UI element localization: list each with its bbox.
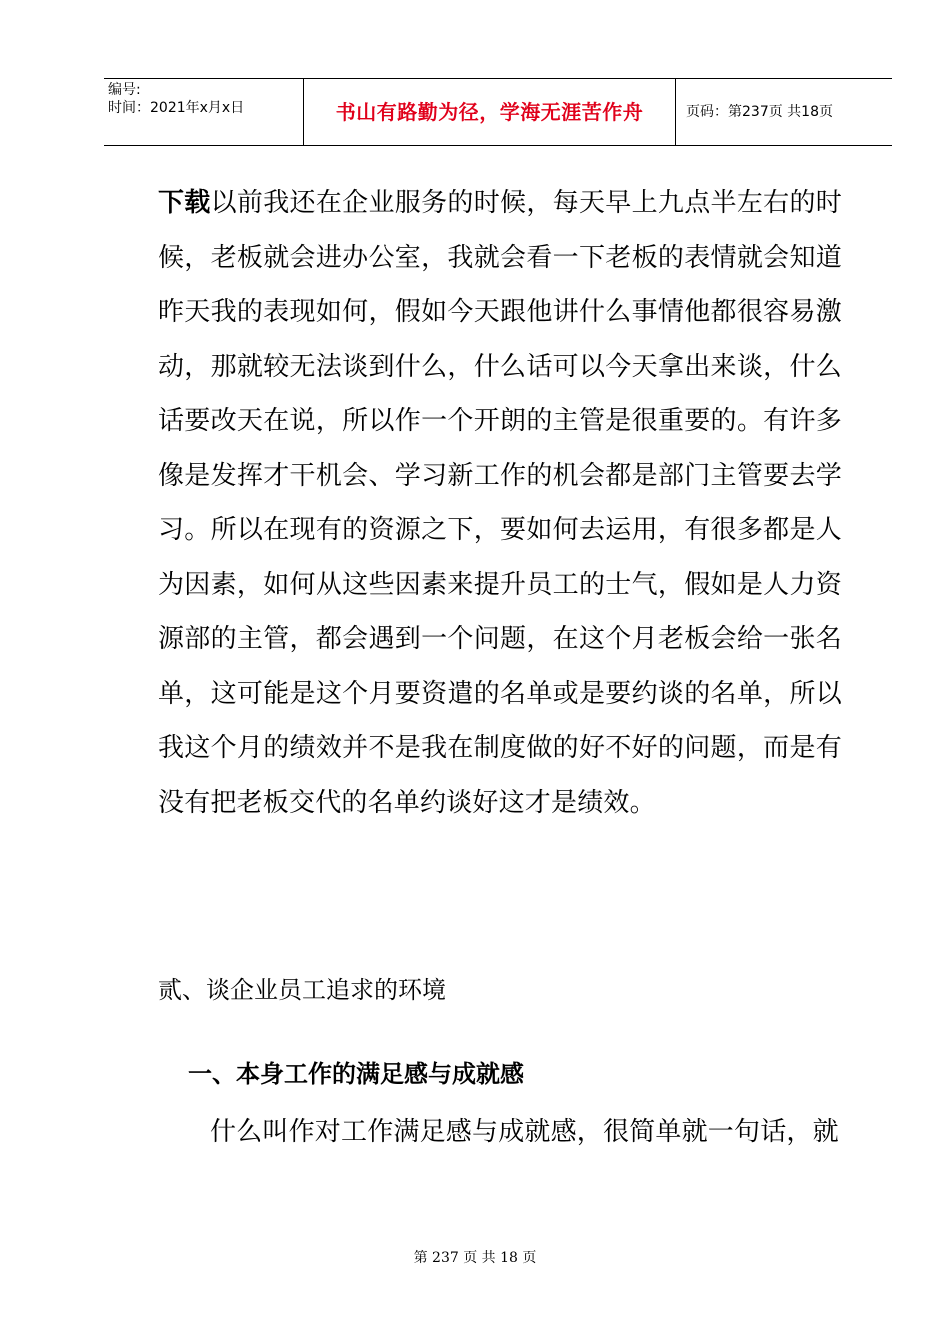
- page-header: [104, 78, 892, 146]
- header-page-info: 页码：第237页 共18页: [686, 104, 833, 120]
- section-title: 贰、谈企业员工追求的环境: [158, 976, 446, 1004]
- page-footer: 第 237 页 共 18 页: [413, 1250, 537, 1266]
- document-time-label: 时间：2021年x月x日: [108, 100, 245, 116]
- main-paragraph: [158, 176, 842, 830]
- document-number-label: 编号:: [108, 82, 141, 98]
- sub-heading: 一、本身工作的满足感与成就感: [188, 1060, 524, 1088]
- continuation-paragraph: 什么叫作对工作满足感与成就感，很简单就一句话，就: [210, 1117, 839, 1147]
- lead-word: 下载: [158, 188, 211, 218]
- paragraph-text: 以前我还在企业服务的时候，每天早上九点半左右的时候，老板就会进办公室，我就会看一下老板的表情就会知道昨天我的表现如何，假如今天跟他讲什么事情他都很容易激动，那就较无法谈到什么，什么话可以今天拿出来谈，什么话要改天在说，所以作一个开朗的主管是很重要的。有许多像是发挥才干机会、学习新工作的机会都是部门主管要去学习。所以在现有的资源之下，要如何去运用，有很多都是人为因素，如何从这些因素来提升员工的士气，假如是人力资源部的主管，都会遇到一个问题，在这个月老板会给一张名单，这可能是这个月要资遣的名单或是要约谈的名单，所以我这个月的绩效并不是我在制度做的好不好的问题，而是有没有把老板交代的名单约谈好这才是绩效。: [158, 188, 842, 818]
- header-motto: 书山有路勤为径，学海无涯苦作舟: [304, 79, 676, 145]
- header-meta: [104, 79, 304, 145]
